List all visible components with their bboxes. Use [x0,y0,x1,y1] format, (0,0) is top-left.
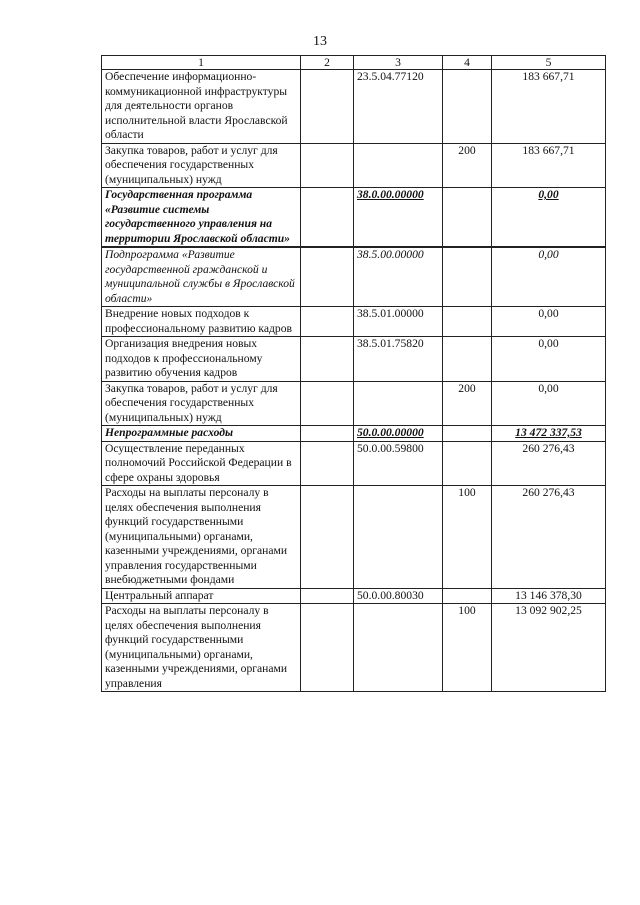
row-code: 38.5.01.75820 [354,337,443,382]
row-amount: 260 276,43 [492,441,606,486]
row-amount: 13 092 902,25 [492,604,606,692]
row-amount: 0,00 [492,381,606,426]
row-expense-type: 100 [443,486,492,589]
row-code: 50.0.00.59800 [354,441,443,486]
row-col2 [301,70,354,144]
row-expense-type [443,588,492,604]
row-expense-type [443,441,492,486]
budget-table [101,55,606,692]
row-amount: 0,00 [492,188,606,248]
row-code: 23.5.04.77120 [354,70,443,144]
table-row [102,70,606,144]
table-row [102,143,606,188]
table-row [102,188,606,248]
row-code: 50.0.00.00000 [354,426,443,442]
row-amount: 260 276,43 [492,486,606,589]
table-body [102,70,606,692]
row-amount: 183 667,71 [492,143,606,188]
row-code: 38.5.00.00000 [354,247,443,307]
table-row [102,381,606,426]
row-name: Подпрограмма «Развитие государственной гражданской и муниципальной службы в Ярославской области» [102,247,301,307]
row-expense-type: 200 [443,381,492,426]
row-col2 [301,143,354,188]
row-col2 [301,247,354,307]
header-col-1: 1 [102,56,301,70]
row-name: Закупка товаров, работ и услуг для обеспечения государственных (муниципальных) нужд [102,143,301,188]
row-col2 [301,588,354,604]
row-expense-type: 100 [443,604,492,692]
row-code [354,381,443,426]
table-row [102,604,606,692]
row-col2 [301,337,354,382]
row-col2 [301,441,354,486]
page-number: 13 [313,34,327,49]
header-row [102,56,606,70]
row-amount: 0,00 [492,307,606,337]
row-name: Центральный аппарат [102,588,301,604]
row-expense-type [443,247,492,307]
row-amount: 183 667,71 [492,70,606,144]
row-col2 [301,381,354,426]
row-col2 [301,188,354,248]
row-name: Внедрение новых подходов к профессиональному развитию кадров [102,307,301,337]
row-expense-type [443,188,492,248]
row-col2 [301,426,354,442]
header-col-3: 3 [354,56,443,70]
row-name: Непрограммные расходы [102,426,301,442]
row-col2 [301,307,354,337]
row-code: 50.0.00.80030 [354,588,443,604]
table-row [102,486,606,589]
row-name: Государственная программа «Развитие системы государственного управления на территории Ярославской области» [102,188,301,248]
row-expense-type [443,70,492,144]
row-name: Организация внедрения новых подходов к профессиональному развитию обучения кадров [102,337,301,382]
table-row [102,307,606,337]
row-name: Расходы на выплаты персоналу в целях обеспечения выполнения функций государственными (муниципальными) органами, казенными учреждениями, органами управления [102,604,301,692]
row-code [354,486,443,589]
row-name: Обеспечение информационно-коммуникационной инфраструктуры для деятельности органов исполнительной власти Ярославской области [102,70,301,144]
row-expense-type [443,307,492,337]
row-expense-type: 200 [443,143,492,188]
row-col2 [301,486,354,589]
row-code [354,143,443,188]
row-name: Расходы на выплаты персоналу в целях обеспечения выполнения функций государственными (муниципальными) органами, казенными учреждениями, органами управления государственными внебюджетными фондами [102,486,301,589]
row-code: 38.0.00.00000 [354,188,443,248]
table-row [102,588,606,604]
row-amount: 0,00 [492,337,606,382]
row-name: Закупка товаров, работ и услуг для обеспечения государственных (муниципальных) нужд [102,381,301,426]
table-row [102,337,606,382]
header-col-4: 4 [443,56,492,70]
row-code: 38.5.01.00000 [354,307,443,337]
row-amount: 13 472 337,53 [492,426,606,442]
row-amount: 0,00 [492,247,606,307]
row-col2 [301,604,354,692]
row-amount: 13 146 378,30 [492,588,606,604]
row-name: Осуществление переданных полномочий Российской Федерации в сфере охраны здоровья [102,441,301,486]
header-col-2: 2 [301,56,354,70]
row-expense-type [443,426,492,442]
row-code [354,604,443,692]
header-col-5: 5 [492,56,606,70]
table-row [102,247,606,307]
table-row [102,426,606,442]
table-row [102,441,606,486]
row-expense-type [443,337,492,382]
